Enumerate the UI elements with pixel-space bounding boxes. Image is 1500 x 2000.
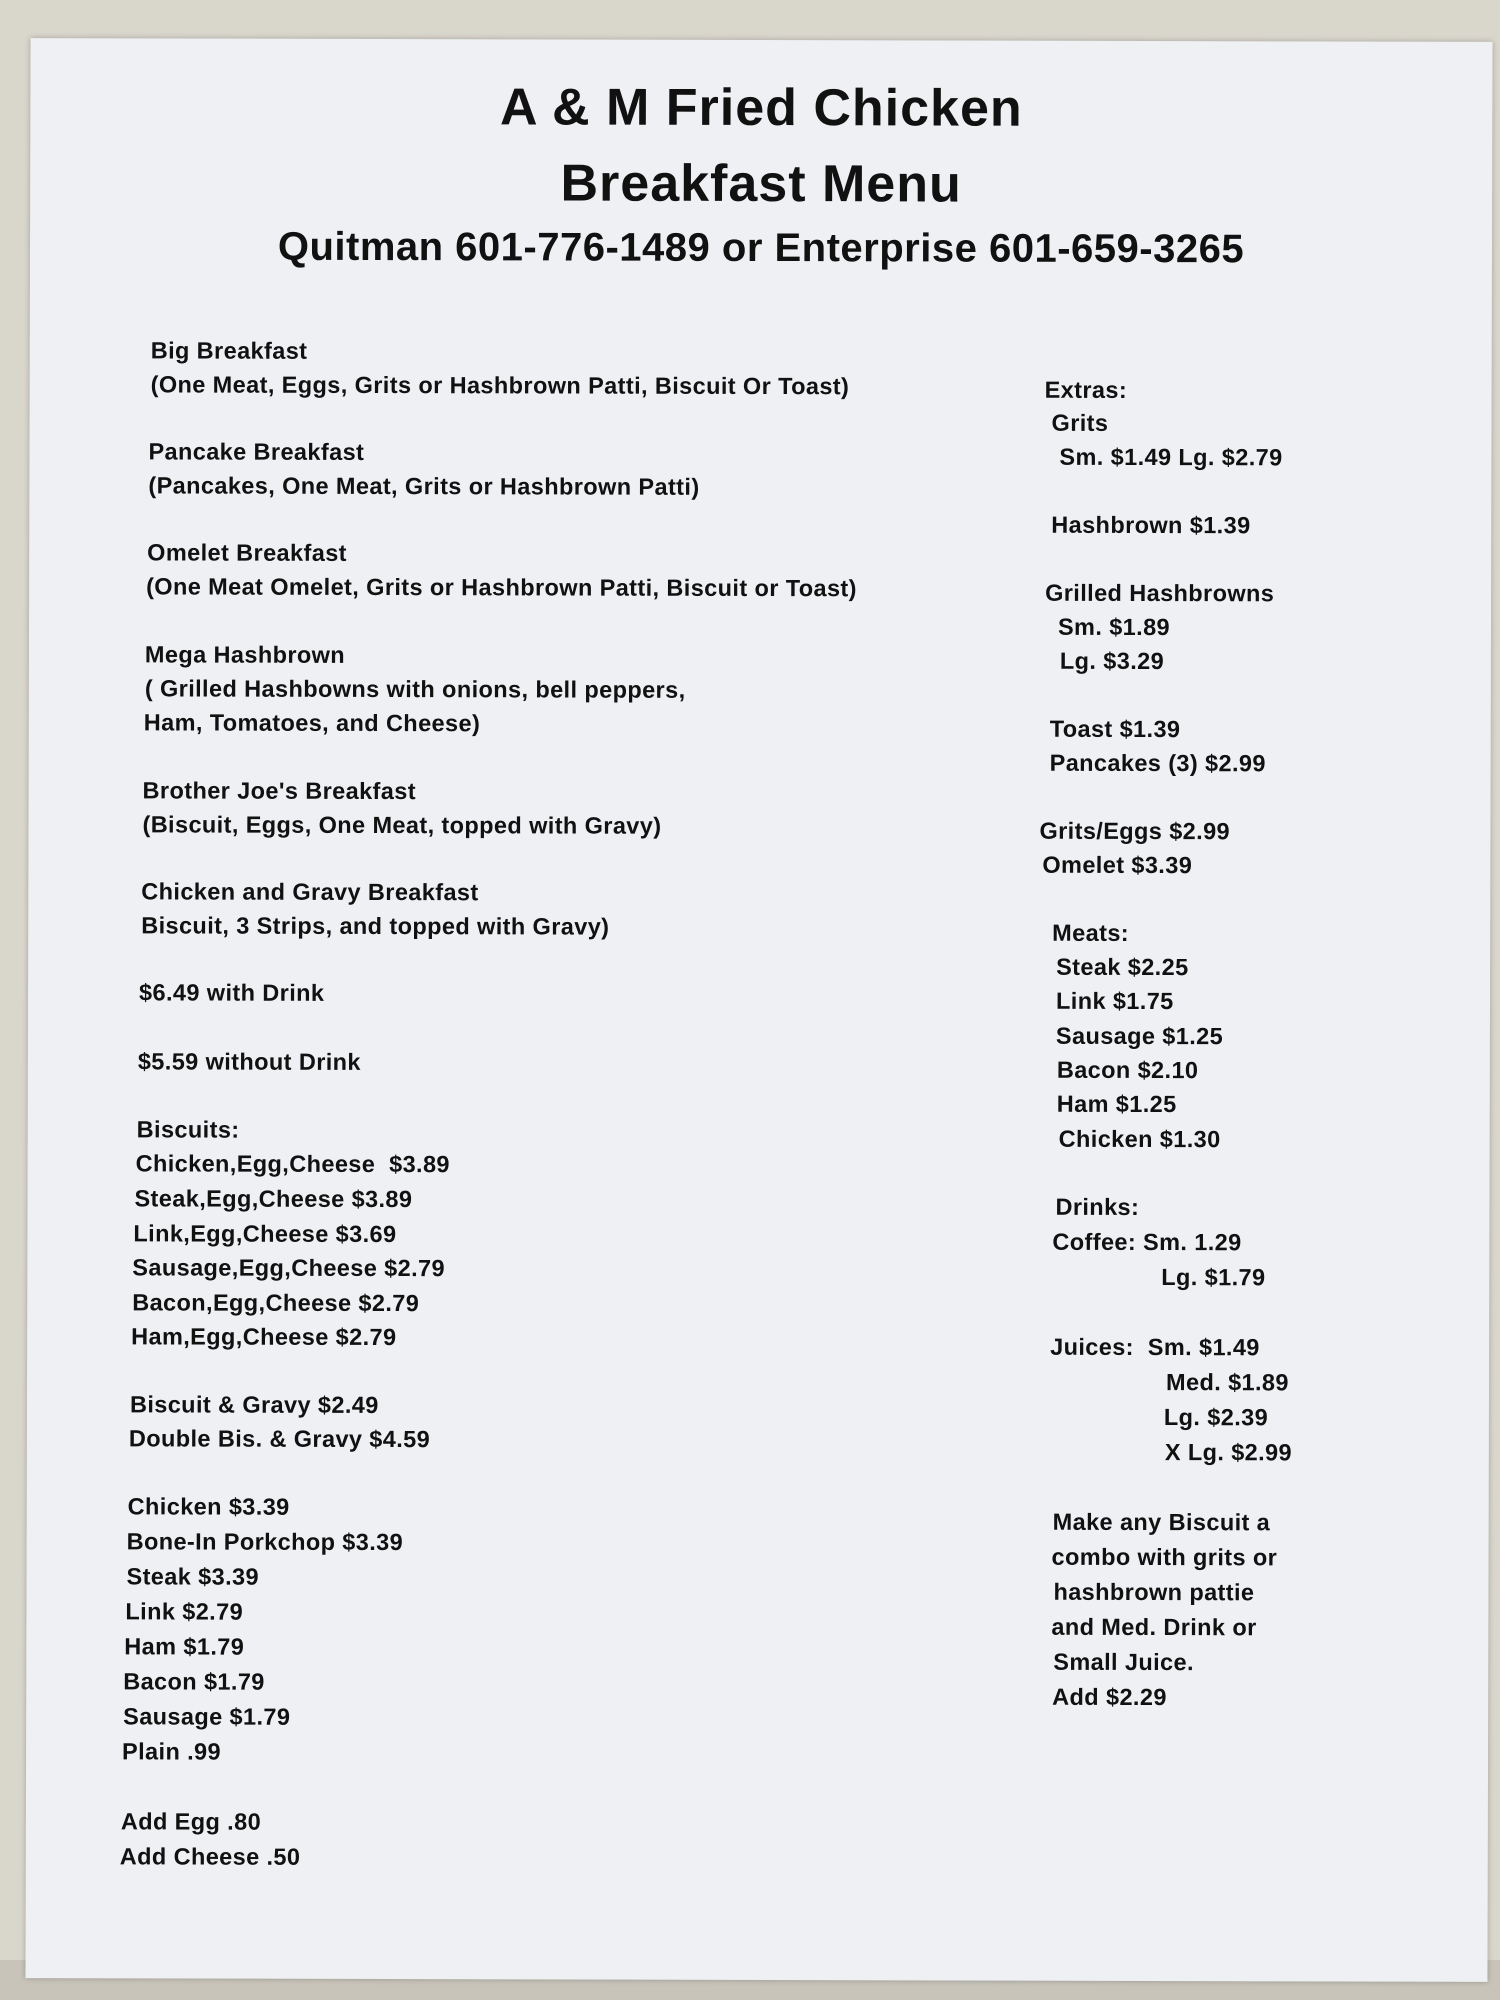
juices-sm: Juices: Sm. $1.49 — [1050, 1333, 1260, 1361]
grilled-sm: Sm. $1.89 — [1057, 613, 1171, 641]
price-without-drink: $5.59 without Drink — [137, 1048, 361, 1075]
addon-cheese: Add Cheese .50 — [119, 1843, 301, 1870]
list-item: Bacon,Egg,Cheese $2.79 — [132, 1289, 420, 1317]
juices-med: Med. $1.89 — [1165, 1369, 1289, 1396]
list-item: Bacon $1.79 — [123, 1668, 265, 1695]
combo-note: Make any Biscuit a — [1052, 1508, 1271, 1536]
list-item: Double Bis. & Gravy $4.59 — [128, 1425, 431, 1453]
item-desc: ( Grilled Hashbowns with onions, bell peppers, — [144, 675, 686, 703]
biscuits-heading: Biscuits: — [136, 1116, 240, 1143]
grilled-lg: Lg. $3.29 — [1059, 647, 1165, 675]
item-desc: (One Meat Omelet, Grits or Hashbrown Patti, Biscuit or Toast) — [146, 573, 857, 602]
item-name: Brother Joe's Breakfast — [142, 777, 417, 805]
coffee-sm: Coffee: Sm. 1.29 — [1052, 1228, 1242, 1256]
list-item: Sausage,Egg,Cheese $2.79 — [132, 1254, 446, 1282]
juices-xlg: X Lg. $2.99 — [1164, 1439, 1293, 1466]
grits-eggs-price: Grits/Eggs $2.99 — [1039, 817, 1231, 845]
combo-note: Add $2.29 — [1052, 1683, 1167, 1711]
list-item: Plain .99 — [122, 1738, 222, 1765]
list-item: Bacon $2.10 — [1056, 1056, 1199, 1084]
grits-prices: Sm. $1.49 Lg. $2.79 — [1059, 443, 1283, 471]
price-with-drink: $6.49 with Drink — [139, 979, 325, 1006]
list-item: Bone-In Porkchop $3.39 — [126, 1528, 404, 1556]
hashbrown-price: Hashbrown $1.39 — [1051, 511, 1251, 539]
list-item: Ham,Egg,Cheese $2.79 — [131, 1323, 397, 1351]
list-item: Chicken,Egg,Cheese $3.89 — [135, 1150, 450, 1178]
list-item: Biscuit & Gravy $2.49 — [129, 1391, 379, 1419]
menu-title: Breakfast Menu — [560, 154, 962, 214]
item-name: Omelet Breakfast — [147, 539, 347, 566]
list-item: Sausage $1.25 — [1055, 1022, 1224, 1050]
grits-label: Grits — [1051, 409, 1109, 436]
list-item: Link,Egg,Cheese $3.69 — [133, 1220, 397, 1248]
item-name: Big Breakfast — [150, 337, 308, 364]
list-item: Chicken $1.30 — [1058, 1125, 1221, 1153]
list-item: Sausage $1.79 — [123, 1703, 291, 1730]
meats-heading: Meats: — [1052, 919, 1130, 946]
coffee-lg: Lg. $1.79 — [1161, 1264, 1266, 1291]
addon-egg: Add Egg .80 — [120, 1808, 262, 1835]
combo-note: hashbrown pattie — [1053, 1578, 1255, 1606]
omelet-price: Omelet $3.39 — [1042, 851, 1193, 879]
grilled-hashbrowns-label: Grilled Hashbrowns — [1045, 579, 1275, 607]
item-name: Pancake Breakfast — [148, 438, 365, 465]
item-name: Mega Hashbrown — [144, 641, 346, 668]
combo-note: and Med. Drink or — [1051, 1613, 1257, 1641]
item-desc: Ham, Tomatoes, and Cheese) — [143, 709, 481, 737]
combo-note: combo with grits or — [1051, 1543, 1278, 1571]
list-item: Link $2.79 — [125, 1598, 244, 1625]
item-desc: (Biscuit, Eggs, One Meat, topped with Gravy) — [142, 811, 662, 839]
list-item: Link $1.75 — [1055, 987, 1174, 1015]
toast-price: Toast $1.39 — [1049, 715, 1181, 743]
extras-heading: Extras: — [1044, 376, 1128, 403]
juices-lg: Lg. $2.39 — [1163, 1404, 1269, 1431]
list-item: Ham $1.25 — [1056, 1090, 1177, 1118]
pancakes-price: Pancakes (3) $2.99 — [1049, 749, 1266, 777]
item-desc: (Pancakes, One Meat, Grits or Hashbrown Patti) — [148, 472, 700, 500]
item-name: Chicken and Gravy Breakfast — [141, 878, 479, 906]
list-item: Steak,Egg,Cheese $3.89 — [134, 1185, 413, 1213]
list-item: Steak $2.25 — [1056, 953, 1189, 981]
menu-sheet — [25, 38, 1492, 1982]
list-item: Chicken $3.39 — [127, 1493, 290, 1520]
phone-numbers: Quitman 601-776-1489 or Enterprise 601-659-3265 — [277, 224, 1245, 272]
item-desc: (One Meat, Eggs, Grits or Hashbrown Patti, Biscuit Or Toast) — [150, 371, 850, 400]
combo-note: Small Juice. — [1053, 1648, 1194, 1676]
list-item: Steak $3.39 — [126, 1563, 260, 1590]
list-item: Ham $1.79 — [124, 1633, 245, 1660]
drinks-heading: Drinks: — [1055, 1193, 1140, 1220]
restaurant-name: A & M Fried Chicken — [499, 78, 1023, 138]
item-desc: Biscuit, 3 Strips, and topped with Gravy) — [141, 912, 610, 940]
